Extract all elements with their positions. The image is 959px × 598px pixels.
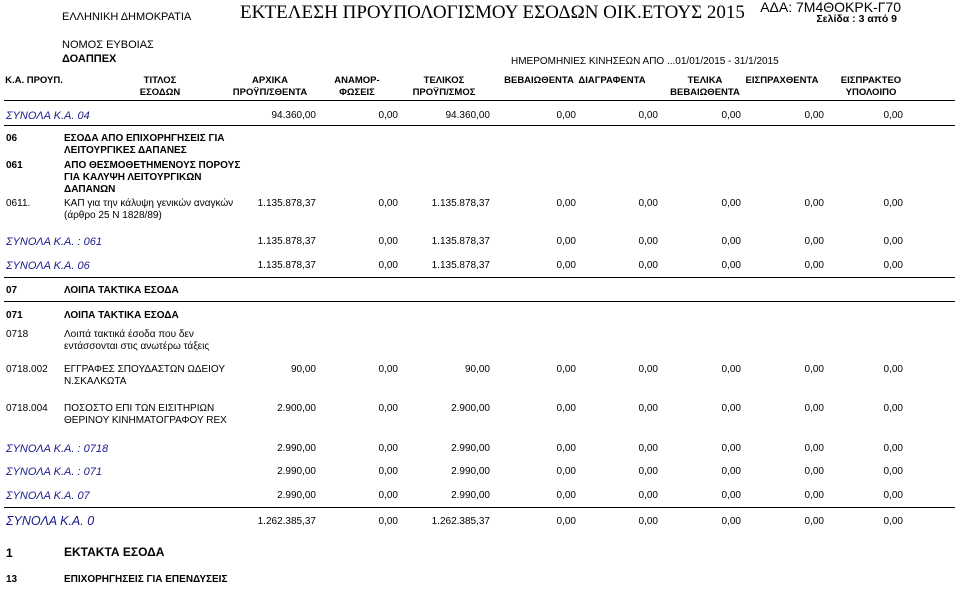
row-value: 0,00	[556, 110, 576, 121]
row-value: 2.990,00	[277, 443, 316, 454]
row-value: 0,00	[804, 260, 824, 271]
row-value: 0,00	[883, 490, 903, 501]
row-value: 0,00	[378, 490, 398, 501]
row-value: 0,00	[804, 466, 824, 477]
column-header-line1: ΒΕΒΑΙΩΘΕΝΤΑ	[504, 75, 574, 86]
row-value: 0,00	[804, 516, 824, 527]
report-title: ΕΚΤΕΛΕΣΗ ΠΡΟΥΠΟΛΟΓΙΣΜΟΥ ΕΣΟΔΩΝ ΟΙΚ.ΕΤΟΥΣ 2015	[240, 2, 745, 23]
row-value: 0,00	[721, 490, 741, 501]
row-value: 1.262.385,37	[431, 516, 490, 527]
row-value: 0,00	[556, 260, 576, 271]
row-code: ΣΥΝΟΛΑ Κ.Α. 0	[6, 514, 95, 528]
row-value: 0,00	[638, 466, 658, 477]
section-rule	[4, 507, 955, 508]
column-header-line1: ΤΕΛΙΚΟΣ	[423, 75, 465, 86]
column-header-line2: ΠΡΟΫΠ/ΣΜΟΣ	[412, 87, 476, 98]
row-value: 0,00	[721, 260, 741, 271]
row-value: 0,00	[378, 198, 398, 209]
row-value: 2.990,00	[277, 466, 316, 477]
row-value: 1.135.878,37	[257, 236, 316, 247]
prefecture-label: ΝΟΜΟΣ ΕΥΒΟΙΑΣ	[62, 39, 154, 51]
row-value: 0,00	[721, 198, 741, 209]
group-rule	[4, 301, 955, 302]
row-value: 0,00	[378, 443, 398, 454]
row-title: ΛΟΙΠΑ ΤΑΚΤΙΚΑ ΕΣΟΔΑ	[64, 310, 179, 321]
row-value: 0,00	[883, 110, 903, 121]
row-value: 0,00	[556, 443, 576, 454]
row-value: 2.990,00	[451, 443, 490, 454]
row-value: 2.990,00	[451, 490, 490, 501]
row-value: 1.135.878,37	[257, 260, 316, 271]
row-value: 0,00	[638, 443, 658, 454]
row-code: 0611.	[6, 198, 31, 209]
row-value: 0,00	[804, 236, 824, 247]
page-number: Σελίδα : 3 από 9	[816, 13, 897, 25]
row-value: 90,00	[464, 364, 490, 375]
row-value: 0,00	[638, 516, 658, 527]
row-value: 0,00	[883, 403, 903, 414]
row-code: 06	[6, 133, 18, 144]
row-value: 0,00	[804, 443, 824, 454]
row-value: 0,00	[638, 364, 658, 375]
row-value: 0,00	[883, 466, 903, 477]
row-title: ΕΣΟΔΑ ΑΠΟ ΕΠΙΧΟΡΗΓΗΣΕΙΣ ΓΙΑ ΛΕΙΤΟΥΡΓΙΚΕΣ ΔΑΠΑΝΕΣ	[64, 133, 225, 156]
row-value: 0,00	[804, 490, 824, 501]
row-value: 1.262.385,37	[257, 516, 316, 527]
row-value: 90,00	[290, 364, 316, 375]
row-value: 0,00	[556, 198, 576, 209]
row-code: 071	[6, 310, 23, 321]
row-value: 2.900,00	[277, 403, 316, 414]
row-value: 0,00	[638, 260, 658, 271]
column-header	[100, 75, 220, 99]
row-code: 0718	[6, 329, 29, 340]
column-header-line1: ΕΙΣΠΡΑΚΤΕΟ	[840, 75, 902, 86]
column-header-line1: ΑΡΧΙΚΑ	[252, 75, 288, 86]
row-value: 0,00	[804, 198, 824, 209]
row-value: 1.135.878,37	[431, 236, 490, 247]
row-value: 0,00	[378, 110, 398, 121]
row-value: 0,00	[556, 490, 576, 501]
row-value: 0,00	[378, 403, 398, 414]
row-title: ΠΟΣΟΣΤΟ ΕΠΙ ΤΩΝ ΕΙΣΙΤΗΡΙΩΝ ΘΕΡΙΝΟΥ ΚΙΝΗΜΑΤΟΓΡΑΦΟΥ REX	[64, 403, 227, 426]
column-header-line2: ΦΩΣΕΙΣ	[339, 87, 375, 98]
row-value: 0,00	[721, 236, 741, 247]
row-title: ΕΚΤΑΚΤΑ ΕΣΟΔΑ	[64, 545, 165, 559]
row-code: 07	[6, 285, 18, 296]
row-title: ΕΠΙΧΟΡΗΓΗΣΕΙΣ ΓΙΑ ΕΠΕΝΔΥΣΕΙΣ	[64, 574, 228, 585]
row-value: 0,00	[378, 260, 398, 271]
row-code: 0718.002	[6, 364, 48, 375]
row-value: 2.990,00	[451, 466, 490, 477]
row-value: 2.990,00	[277, 490, 316, 501]
row-value: 0,00	[804, 403, 824, 414]
column-header-line1: ΑΝΑΜΟΡ-	[334, 75, 380, 86]
column-header-line2: ΠΡΟΫΠ/ΣΘΕΝΤΑ	[232, 87, 308, 98]
row-value: 0,00	[556, 516, 576, 527]
row-value: 0,00	[721, 110, 741, 121]
column-header	[0, 75, 94, 87]
row-value: 0,00	[638, 198, 658, 209]
row-value: 1.135.878,37	[431, 198, 490, 209]
section-rule	[4, 125, 955, 126]
row-code: ΣΥΝΟΛΑ Κ.Α. 07	[6, 490, 90, 502]
row-value: 0,00	[638, 403, 658, 414]
row-value: 0,00	[556, 364, 576, 375]
row-value: 1.135.878,37	[257, 198, 316, 209]
row-code: 1	[6, 546, 13, 560]
row-value: 0,00	[378, 466, 398, 477]
date-range: ΗΜΕΡΟΜΗΝΙΕΣ ΚΙΝΗΣΕΩΝ ΑΠΟ ...01/01/2015 - 31/1/2015	[511, 56, 779, 67]
column-header-line1: ΕΙΣΠΡΑΧΘΕΝΤΑ	[745, 75, 819, 86]
row-value: 0,00	[378, 516, 398, 527]
row-value: 0,00	[804, 110, 824, 121]
row-code: ΣΥΝΟΛΑ Κ.Α. : 071	[6, 466, 102, 478]
row-value: 0,00	[638, 490, 658, 501]
row-value: 2.900,00	[451, 403, 490, 414]
row-value: 0,00	[721, 466, 741, 477]
republic-label: ΕΛΛΗΝΙΚΗ ΔΗΜΟΚΡΑΤΙΑ	[62, 11, 192, 23]
column-header-line1: ΤΙΤΛΟΣ	[143, 75, 177, 86]
row-value: 0,00	[721, 403, 741, 414]
column-header-line1: ΔΙΑΓΡΑΦΕΝΤΑ	[578, 75, 646, 86]
row-value: 0,00	[378, 236, 398, 247]
row-code: ΣΥΝΟΛΑ Κ.Α. 06	[6, 260, 90, 272]
row-code: ΣΥΝΟΛΑ Κ.Α. : 0718	[6, 443, 109, 455]
row-value: 0,00	[721, 443, 741, 454]
row-value: 0,00	[883, 198, 903, 209]
row-value: 0,00	[721, 516, 741, 527]
column-header-line2: ΥΠΟΛΟΙΠΟ	[845, 87, 897, 98]
row-code: 061	[6, 160, 23, 171]
row-value: 1.135.878,37	[431, 260, 490, 271]
row-title: Λοιπά τακτικά έσοδα που δεν εντάσσονται στις ανωτέρω τάξεις	[64, 329, 210, 352]
row-value: 94.360,00	[271, 110, 316, 121]
column-header-line1: ΤΕΛΙΚΑ	[687, 75, 723, 86]
column-header	[811, 75, 931, 99]
row-code: ΣΥΝΟΛΑ Κ.Α. 04	[6, 110, 90, 122]
row-value: 0,00	[378, 364, 398, 375]
row-value: 0,00	[556, 236, 576, 247]
header-rule	[4, 100, 955, 101]
row-value: 0,00	[556, 466, 576, 477]
row-value: 0,00	[883, 260, 903, 271]
row-value: 0,00	[638, 236, 658, 247]
row-title: ΚΑΠ για την κάλυψη γενικών αναγκών (άρθρο 25 Ν 1828/89)	[64, 198, 234, 221]
row-value: 0,00	[883, 516, 903, 527]
row-value: 94.360,00	[445, 110, 490, 121]
row-value: 0,00	[721, 364, 741, 375]
column-header-line2: ΕΣΟΔΩΝ	[139, 87, 181, 98]
row-title: ΑΠΟ ΘΕΣΜΟΘΕΤΗΜΕΝΟΥΣ ΠΟΡΟΥΣ ΓΙΑ ΚΑΛΥΨΗ ΛΕΙΤΟΥΡΓΙΚΩΝ ΔΑΠΑΝΩΝ	[64, 160, 241, 195]
row-value: 0,00	[638, 110, 658, 121]
row-value: 0,00	[883, 364, 903, 375]
row-value: 0,00	[883, 236, 903, 247]
row-title: ΕΓΓΡΑΦΕΣ ΣΠΟΥΔΑΣΤΩΝ ΩΔΕΙΟΥ Ν.ΣΚΑΛΚΩΤΑ	[64, 364, 225, 387]
column-header-line1: Κ.Α. ΠΡΟΥΠ.	[5, 75, 63, 86]
row-title: ΛΟΙΠΑ ΤΑΚΤΙΚΑ ΕΣΟΔΑ	[64, 285, 179, 296]
row-value: 0,00	[556, 403, 576, 414]
row-code: 13	[6, 574, 18, 585]
municipality-label: ΔΟΑΠΠΕΧ	[62, 53, 117, 65]
column-header-line2: ΒΕΒΑΙΩΘΕΝΤΑ	[670, 87, 740, 98]
section-rule	[4, 277, 955, 278]
row-code: 0718.004	[6, 403, 48, 414]
row-value: 0,00	[883, 443, 903, 454]
ada-code: ΑΔΑ: 7Μ4ΘΟΚΡΚ-Γ70	[760, 0, 901, 15]
row-code: ΣΥΝΟΛΑ Κ.Α. : 061	[6, 236, 102, 248]
row-value: 0,00	[804, 364, 824, 375]
